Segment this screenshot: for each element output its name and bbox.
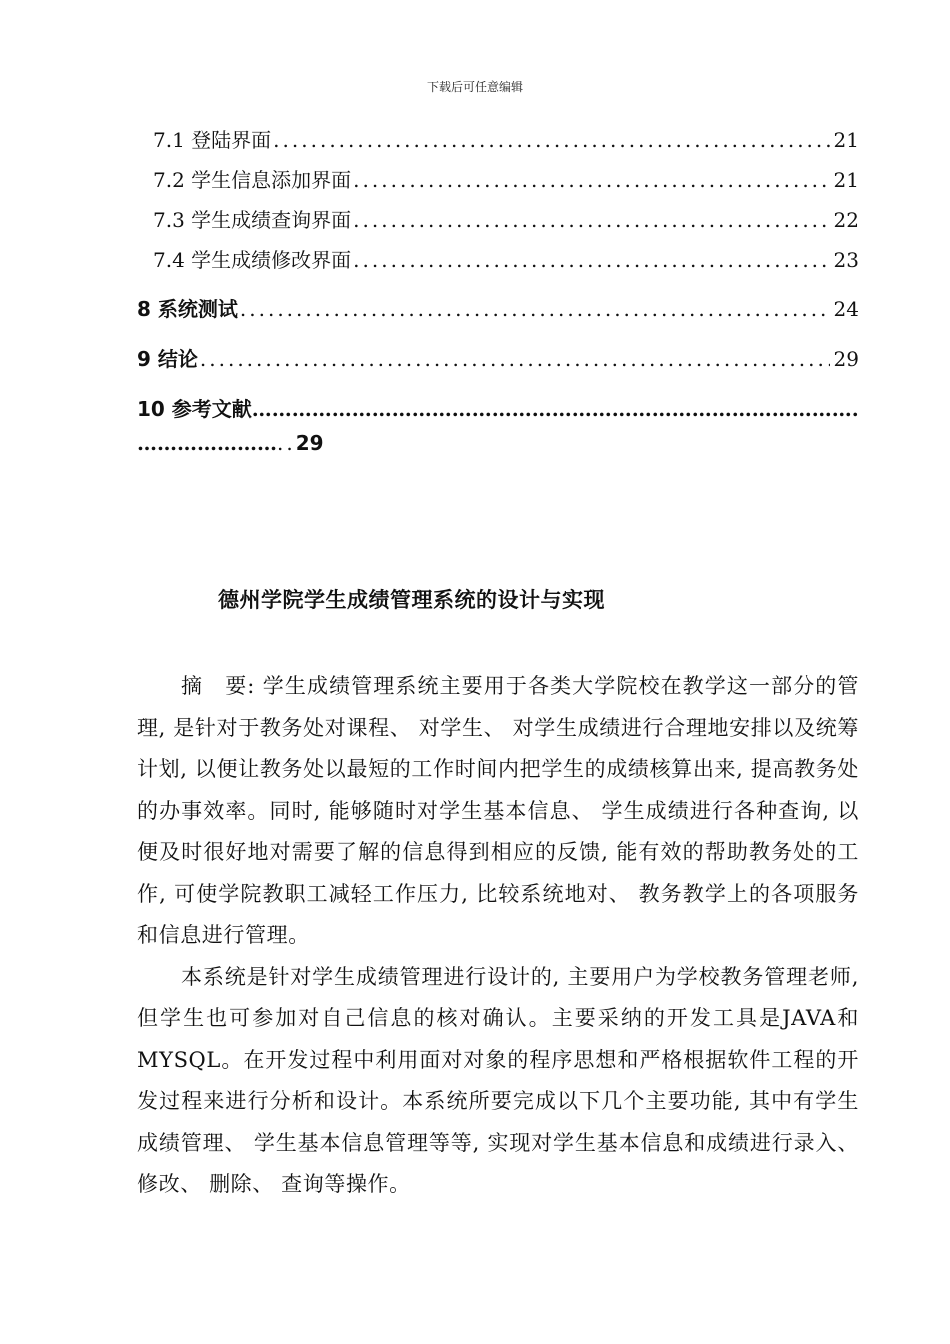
toc-entry-continuation [137,431,859,461]
toc-entry-7-1[interactable] [153,124,859,154]
toc-leader-dots [252,397,859,421]
toc-entry-9[interactable] [137,343,859,373]
toc-entry-label: 9 结论 [137,347,198,371]
abstract-label: 摘 要: [181,674,255,698]
toc-leader-dots [200,347,830,371]
toc-leader-dots [240,297,830,321]
toc-entry-page: 29 [295,431,324,455]
toc-entry-label: 7.3 学生成绩查询界面 [153,208,352,232]
abstract-paragraph-1-text: 学生成绩管理系统主要用于各类大学院校在教学这一部分的管理, 是针对于教务处对课程、 对学生、 对学生成绩进行合理地安排以及统筹计划, 以便让教务处以最短的工作时间内把学生的成绩核算出来, 提高教务处的办事效率。同时, 能够随时对学生基本信息、 学生成绩进行各种查询, 以便及时很好地对需要了解的信息得到相应的反馈, 能有效的帮助教务处的工作, 可使学院教职工减轻工作压力, 比较系统地对、 教务教学上的各项服务和信息进行管理。 [137,674,859,947]
document-title: 德州学院学生成绩管理系统的设计与实现 [218,588,605,612]
abstract-paragraph-1 [137,666,859,957]
abstract-paragraph-2: 本系统是针对学生成绩管理进行设计的, 主要用户为学校教务管理老师, 但学生也可参加对自己信息的核对确认。主要采纳的开发工具是JAVA和MYSQL。在开发过程中利用面对对象的程序思想和严格根据软件工程的开发过程来进行分析和设计。本系统所要完成以下几个主要功能, 其中有学生成绩管理、 学生基本信息管理等等, 实现对学生基本信息和成绩进行录入、 修改、 删除、 查询等操作。 [137,964,859,1196]
toc-entry-10[interactable] [137,393,859,461]
toc-entry-7-4[interactable] [153,244,859,274]
toc-entry-page: 21 [833,168,859,192]
toc-leader-dots [353,248,829,272]
toc-entry-label: 8 系统测试 [137,297,238,321]
toc-entry-page: 29 [833,347,859,371]
toc-entry-page: 23 [833,248,859,272]
toc-entry-7-2[interactable] [153,164,859,194]
toc-entry-label: 7.2 学生信息添加界面 [153,168,352,192]
toc-entry-8[interactable] [137,293,859,323]
toc-leader-dots [353,208,829,232]
toc-continuation-dots-plain: .. [277,431,296,455]
toc-entry-page: 24 [833,297,859,321]
toc-entry-page: 22 [833,208,859,232]
toc-entry-7-3[interactable] [153,204,859,234]
page-header-note: 下载后可任意编辑 [426,80,523,94]
toc-leader-dots [353,168,829,192]
toc-entry-label: 7.4 学生成绩修改界面 [153,248,352,272]
toc-continuation-dots: ………………… [137,431,277,455]
toc-leader-dots [273,128,829,152]
toc-entry-label: 7.1 登陆界面 [153,128,272,152]
toc-entry-label: 10 参考文献 [137,397,252,421]
toc-entry-page: 21 [833,128,859,152]
abstract-body [137,666,859,1206]
